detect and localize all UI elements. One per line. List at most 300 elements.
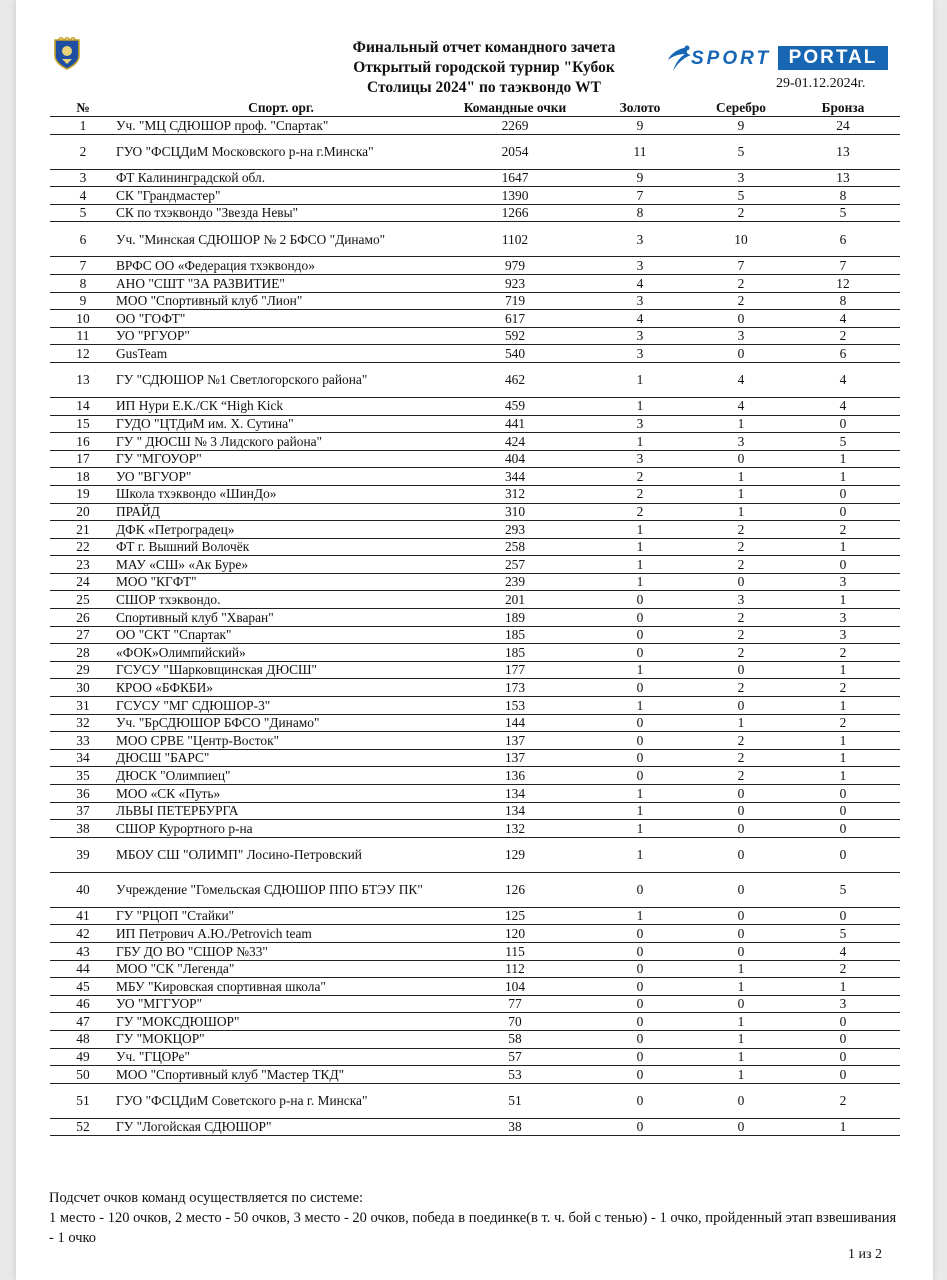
row-gold: 0	[584, 1118, 696, 1136]
row-gold: 0	[584, 960, 696, 978]
row-gold: 1	[584, 573, 696, 591]
row-gold: 0	[584, 591, 696, 609]
row-team-points: 173	[446, 679, 584, 697]
row-bronze: 1	[786, 1118, 900, 1136]
table-row	[50, 767, 900, 785]
table-row	[50, 714, 900, 732]
row-number: 39	[50, 837, 116, 872]
row-silver: 0	[696, 450, 786, 468]
row-silver: 2	[696, 556, 786, 574]
row-bronze: 4	[786, 942, 900, 960]
row-number: 4	[50, 187, 116, 205]
row-bronze: 0	[786, 1013, 900, 1031]
row-number: 20	[50, 503, 116, 521]
row-gold: 1	[584, 556, 696, 574]
row-organization: ИП Петрович А.Ю./Petrovich team	[116, 925, 446, 943]
table-row	[50, 573, 900, 591]
row-silver: 0	[696, 942, 786, 960]
row-number: 40	[50, 872, 116, 907]
row-organization: МБОУ СШ "ОЛИМП" Лосино-Петровский	[116, 837, 446, 872]
row-bronze: 1	[786, 767, 900, 785]
row-gold: 1	[584, 397, 696, 415]
row-gold: 0	[584, 925, 696, 943]
table-row	[50, 960, 900, 978]
row-organization: МОО "СК "Легенда"	[116, 960, 446, 978]
row-gold: 1	[584, 820, 696, 838]
row-team-points: 1390	[446, 187, 584, 205]
row-organization: Уч. "Минская СДЮШОР № 2 БФСО "Динамо"	[116, 222, 446, 257]
table-row	[50, 1013, 900, 1031]
row-silver: 1	[696, 1013, 786, 1031]
sport-portal-swoosh-icon	[661, 44, 695, 74]
row-number: 45	[50, 978, 116, 996]
row-team-points: 462	[446, 362, 584, 397]
table-row	[50, 1066, 900, 1084]
row-team-points: 979	[446, 257, 584, 275]
row-bronze: 0	[786, 802, 900, 820]
row-silver: 0	[696, 820, 786, 838]
col-header-org: Спорт. орг.	[116, 100, 446, 117]
row-organization: МОО СРВЕ "Центр-Восток"	[116, 732, 446, 750]
row-silver: 1	[696, 1030, 786, 1048]
row-organization: Школа тхэквондо «ШинДо»	[116, 485, 446, 503]
table-row	[50, 415, 900, 433]
row-team-points: 120	[446, 925, 584, 943]
row-team-points: 136	[446, 767, 584, 785]
row-organization: МОО «СК «Путь»	[116, 785, 446, 803]
row-number: 13	[50, 362, 116, 397]
row-team-points: 459	[446, 397, 584, 415]
row-organization: ГУ "Логойская СДЮШОР"	[116, 1118, 446, 1136]
row-team-points: 185	[446, 626, 584, 644]
row-bronze: 2	[786, 679, 900, 697]
row-number: 51	[50, 1083, 116, 1118]
row-gold: 0	[584, 978, 696, 996]
row-organization: СК по тхэквондо "Звезда Невы"	[116, 204, 446, 222]
row-number: 1	[50, 117, 116, 135]
row-bronze: 1	[786, 978, 900, 996]
table-row	[50, 345, 900, 363]
row-bronze: 2	[786, 714, 900, 732]
row-bronze: 7	[786, 257, 900, 275]
table-row	[50, 310, 900, 328]
row-organization: ГБУ ДО ВО "СШОР №33"	[116, 942, 446, 960]
row-organization: ГУ "МОКСДЮШОР"	[116, 1013, 446, 1031]
row-organization: ГУО "ФСЦДиМ Советского р-на г. Минска"	[116, 1083, 446, 1118]
row-organization: Учреждение "Гомельская СДЮШОР ППО БТЭУ ПК"	[116, 872, 446, 907]
table-row	[50, 433, 900, 451]
row-bronze: 5	[786, 433, 900, 451]
row-organization: ГУ "СДЮШОР №1 Светлогорского района"	[116, 362, 446, 397]
row-bronze: 2	[786, 644, 900, 662]
minsk-coat-of-arms-icon	[52, 37, 82, 71]
row-silver: 2	[696, 521, 786, 539]
row-team-points: 1647	[446, 169, 584, 187]
row-silver: 0	[696, 661, 786, 679]
row-organization: ГУО "ФСЦДиМ Московского р-на г.Минска"	[116, 134, 446, 169]
row-silver: 1	[696, 978, 786, 996]
row-gold: 4	[584, 274, 696, 292]
table-row	[50, 907, 900, 925]
row-silver: 0	[696, 573, 786, 591]
row-bronze: 3	[786, 995, 900, 1013]
row-gold: 7	[584, 187, 696, 205]
row-gold: 0	[584, 749, 696, 767]
row-gold: 3	[584, 257, 696, 275]
table-row	[50, 942, 900, 960]
row-bronze: 8	[786, 292, 900, 310]
row-organization: ГУ "МОКЦОР"	[116, 1030, 446, 1048]
row-bronze: 0	[786, 503, 900, 521]
table-row	[50, 274, 900, 292]
row-gold: 1	[584, 697, 696, 715]
row-number: 3	[50, 169, 116, 187]
row-silver: 2	[696, 204, 786, 222]
row-organization: МОО "Спортивный клуб "Лион"	[116, 292, 446, 310]
row-silver: 1	[696, 503, 786, 521]
row-team-points: 592	[446, 327, 584, 345]
row-team-points: 2054	[446, 134, 584, 169]
row-bronze: 4	[786, 397, 900, 415]
row-bronze: 0	[786, 907, 900, 925]
row-number: 30	[50, 679, 116, 697]
row-gold: 0	[584, 1048, 696, 1066]
row-silver: 0	[696, 697, 786, 715]
row-bronze: 5	[786, 204, 900, 222]
row-number: 21	[50, 521, 116, 539]
table-row	[50, 995, 900, 1013]
row-organization: Спортивный клуб "Хваран"	[116, 609, 446, 627]
row-number: 26	[50, 609, 116, 627]
row-bronze: 5	[786, 872, 900, 907]
row-gold: 0	[584, 995, 696, 1013]
row-gold: 0	[584, 1083, 696, 1118]
row-team-points: 201	[446, 591, 584, 609]
row-organization: ДЮСК "Олимпиец"	[116, 767, 446, 785]
row-bronze: 13	[786, 169, 900, 187]
row-silver: 0	[696, 310, 786, 328]
row-bronze: 2	[786, 521, 900, 539]
row-bronze: 1	[786, 661, 900, 679]
row-organization: ГСУСУ "Шарковщинская ДЮСШ"	[116, 661, 446, 679]
row-gold: 3	[584, 292, 696, 310]
row-team-points: 312	[446, 485, 584, 503]
row-organization: ФТ Калининградской обл.	[116, 169, 446, 187]
row-team-points: 719	[446, 292, 584, 310]
row-gold: 0	[584, 732, 696, 750]
row-bronze: 2	[786, 1083, 900, 1118]
row-number: 49	[50, 1048, 116, 1066]
table-header-row	[50, 100, 900, 117]
table-row	[50, 292, 900, 310]
table-row	[50, 626, 900, 644]
row-bronze: 3	[786, 609, 900, 627]
table-row	[50, 609, 900, 627]
row-team-points: 258	[446, 538, 584, 556]
row-number: 37	[50, 802, 116, 820]
table-row	[50, 468, 900, 486]
row-gold: 0	[584, 872, 696, 907]
table-row	[50, 521, 900, 539]
row-team-points: 134	[446, 785, 584, 803]
row-bronze: 0	[786, 1048, 900, 1066]
row-silver: 1	[696, 1066, 786, 1084]
table-row	[50, 697, 900, 715]
row-bronze: 1	[786, 749, 900, 767]
row-bronze: 3	[786, 573, 900, 591]
row-team-points: 137	[446, 732, 584, 750]
table-row	[50, 591, 900, 609]
table-row	[50, 978, 900, 996]
row-gold: 0	[584, 609, 696, 627]
row-organization: МОО "КГФТ"	[116, 573, 446, 591]
row-organization: ГУ " ДЮСШ № 3 Лидского района"	[116, 433, 446, 451]
row-number: 35	[50, 767, 116, 785]
title-line-1: Финальный отчет командного зачета	[352, 39, 616, 56]
row-number: 34	[50, 749, 116, 767]
row-number: 29	[50, 661, 116, 679]
row-number: 38	[50, 820, 116, 838]
row-number: 25	[50, 591, 116, 609]
row-gold: 9	[584, 117, 696, 135]
col-header-bronze: Бронза	[786, 100, 900, 117]
table-row	[50, 679, 900, 697]
row-team-points: 923	[446, 274, 584, 292]
row-gold: 4	[584, 310, 696, 328]
row-bronze: 4	[786, 362, 900, 397]
row-team-points: 177	[446, 661, 584, 679]
row-number: 42	[50, 925, 116, 943]
row-gold: 1	[584, 433, 696, 451]
table-row	[50, 169, 900, 187]
row-silver: 4	[696, 397, 786, 415]
table-row	[50, 837, 900, 872]
row-organization: Уч. "МЦ СДЮШОР проф. "Спартак"	[116, 117, 446, 135]
row-silver: 0	[696, 345, 786, 363]
row-team-points: 126	[446, 872, 584, 907]
table-row	[50, 1048, 900, 1066]
row-number: 10	[50, 310, 116, 328]
row-team-points: 1102	[446, 222, 584, 257]
row-gold: 1	[584, 837, 696, 872]
row-team-points: 53	[446, 1066, 584, 1084]
row-silver: 0	[696, 1083, 786, 1118]
table-row	[50, 556, 900, 574]
row-bronze: 24	[786, 117, 900, 135]
row-gold: 0	[584, 679, 696, 697]
row-silver: 0	[696, 907, 786, 925]
row-gold: 0	[584, 1066, 696, 1084]
row-silver: 1	[696, 415, 786, 433]
row-organization: МАУ «СШ» «Ак Буре»	[116, 556, 446, 574]
row-number: 52	[50, 1118, 116, 1136]
row-bronze: 8	[786, 187, 900, 205]
table-row	[50, 222, 900, 257]
row-bronze: 6	[786, 345, 900, 363]
row-organization: ВРФС ОО «Федерация тхэквондо»	[116, 257, 446, 275]
row-number: 16	[50, 433, 116, 451]
table-row	[50, 732, 900, 750]
row-bronze: 0	[786, 1030, 900, 1048]
row-team-points: 344	[446, 468, 584, 486]
col-header-gold: Золото	[584, 100, 696, 117]
title-line-3: Столицы 2024" по таэквондо WT	[367, 79, 601, 96]
row-team-points: 58	[446, 1030, 584, 1048]
table-row	[50, 450, 900, 468]
row-team-points: 57	[446, 1048, 584, 1066]
scoring-note-rules: 1 место - 120 очков, 2 место - 50 очков, 3 место - 20 очков, победа в поединке(в т. ч. бой с тенью) - 1 очко, пройденный этап взвешивания - 1 очко	[49, 1210, 897, 1246]
row-team-points: 404	[446, 450, 584, 468]
row-team-points: 1266	[446, 204, 584, 222]
table-row	[50, 1118, 900, 1136]
table-row	[50, 204, 900, 222]
row-organization: АНО "СШТ "ЗА РАЗВИТИЕ"	[116, 274, 446, 292]
row-organization: ГУ "РЦОП "Стайки"	[116, 907, 446, 925]
row-bronze: 1	[786, 450, 900, 468]
row-number: 6	[50, 222, 116, 257]
row-silver: 0	[696, 785, 786, 803]
report-date: 29-01.12.2024г.	[776, 76, 866, 91]
row-gold: 1	[584, 538, 696, 556]
row-silver: 1	[696, 468, 786, 486]
row-silver: 2	[696, 749, 786, 767]
row-number: 18	[50, 468, 116, 486]
row-silver: 2	[696, 732, 786, 750]
row-silver: 2	[696, 644, 786, 662]
row-organization: КРОО «БФКБИ»	[116, 679, 446, 697]
row-organization: ИП Нури Е.К./СК “High Kick	[116, 397, 446, 415]
row-number: 15	[50, 415, 116, 433]
row-bronze: 0	[786, 1066, 900, 1084]
report-page	[16, 0, 933, 1280]
row-gold: 1	[584, 661, 696, 679]
row-gold: 1	[584, 907, 696, 925]
row-silver: 0	[696, 925, 786, 943]
row-team-points: 293	[446, 521, 584, 539]
row-bronze: 0	[786, 837, 900, 872]
row-silver: 4	[696, 362, 786, 397]
row-gold: 2	[584, 485, 696, 503]
table-row	[50, 117, 900, 135]
row-number: 31	[50, 697, 116, 715]
table-row	[50, 257, 900, 275]
col-header-silver: Серебро	[696, 100, 786, 117]
row-silver: 2	[696, 679, 786, 697]
row-organization: СШОР Курортного р-на	[116, 820, 446, 838]
row-organization: СШОР тхэквондо.	[116, 591, 446, 609]
row-bronze: 2	[786, 327, 900, 345]
table-row	[50, 1083, 900, 1118]
row-number: 19	[50, 485, 116, 503]
row-number: 48	[50, 1030, 116, 1048]
row-silver: 5	[696, 134, 786, 169]
row-organization: ДФК «Петроградец»	[116, 521, 446, 539]
table-row	[50, 872, 900, 907]
report-title	[284, 38, 684, 98]
row-gold: 0	[584, 644, 696, 662]
row-number: 33	[50, 732, 116, 750]
table-row	[50, 802, 900, 820]
row-number: 5	[50, 204, 116, 222]
row-organization: ГСУСУ "МГ СДЮШОР-3"	[116, 697, 446, 715]
row-gold: 0	[584, 942, 696, 960]
row-team-points: 441	[446, 415, 584, 433]
row-team-points: 104	[446, 978, 584, 996]
row-bronze: 1	[786, 732, 900, 750]
row-gold: 0	[584, 714, 696, 732]
row-number: 8	[50, 274, 116, 292]
row-organization: Уч. "БрСДЮШОР БФСО "Динамо"	[116, 714, 446, 732]
row-organization: УО "ВГУОР"	[116, 468, 446, 486]
row-organization: ПРАЙД	[116, 503, 446, 521]
row-team-points: 51	[446, 1083, 584, 1118]
row-team-points: 137	[446, 749, 584, 767]
row-bronze: 1	[786, 468, 900, 486]
row-gold: 3	[584, 345, 696, 363]
row-silver: 0	[696, 837, 786, 872]
table-row	[50, 362, 900, 397]
row-team-points: 239	[446, 573, 584, 591]
row-team-points: 129	[446, 837, 584, 872]
row-organization: ОО "СКТ "Спартак"	[116, 626, 446, 644]
row-team-points: 540	[446, 345, 584, 363]
row-team-points: 134	[446, 802, 584, 820]
row-team-points: 189	[446, 609, 584, 627]
row-silver: 10	[696, 222, 786, 257]
row-organization: ОО "ГОФТ"	[116, 310, 446, 328]
row-number: 47	[50, 1013, 116, 1031]
row-organization: «ФОК»Олимпийский»	[116, 644, 446, 662]
row-number: 36	[50, 785, 116, 803]
row-bronze: 0	[786, 556, 900, 574]
row-team-points: 185	[446, 644, 584, 662]
table-row	[50, 134, 900, 169]
row-organization: ДЮСШ "БАРС"	[116, 749, 446, 767]
row-bronze: 0	[786, 485, 900, 503]
row-bronze: 1	[786, 538, 900, 556]
table-body	[50, 117, 900, 1136]
row-team-points: 112	[446, 960, 584, 978]
row-number: 44	[50, 960, 116, 978]
row-gold: 2	[584, 468, 696, 486]
row-organization: ГУ "МГОУОР"	[116, 450, 446, 468]
row-bronze: 0	[786, 415, 900, 433]
row-gold: 0	[584, 626, 696, 644]
row-number: 7	[50, 257, 116, 275]
col-header-num: №	[50, 100, 116, 117]
row-silver: 9	[696, 117, 786, 135]
row-organization: УО "РГУОР"	[116, 327, 446, 345]
row-organization: ФТ г. Вышний Волочёк	[116, 538, 446, 556]
row-number: 2	[50, 134, 116, 169]
logo-portal-text: PORTAL	[778, 46, 888, 70]
row-silver: 2	[696, 292, 786, 310]
row-team-points: 77	[446, 995, 584, 1013]
row-bronze: 0	[786, 785, 900, 803]
row-number: 27	[50, 626, 116, 644]
row-number: 14	[50, 397, 116, 415]
row-number: 22	[50, 538, 116, 556]
table-row	[50, 327, 900, 345]
row-bronze: 13	[786, 134, 900, 169]
row-silver: 5	[696, 187, 786, 205]
row-bronze: 3	[786, 626, 900, 644]
row-team-points: 617	[446, 310, 584, 328]
row-team-points: 2269	[446, 117, 584, 135]
row-team-points: 257	[446, 556, 584, 574]
table-row	[50, 187, 900, 205]
title-line-2: Открытый городской турнир "Кубок	[353, 59, 615, 76]
